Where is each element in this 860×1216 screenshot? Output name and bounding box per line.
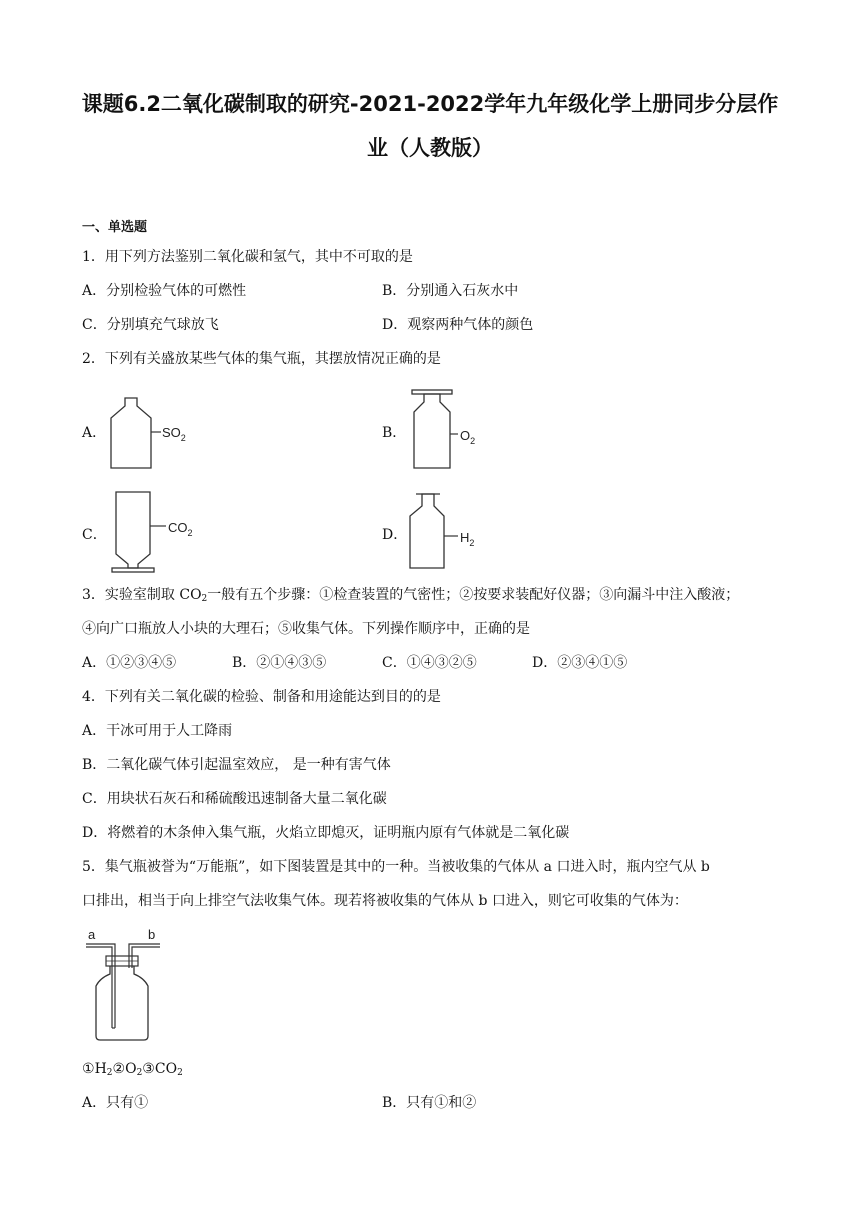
gas-bottle-upright-a <box>105 388 205 470</box>
question-2-option-d-label: D． <box>382 527 408 543</box>
question-3-stem-line1: 3．实验室制取 $CO_2$一般有五个步骤：①检查装置的气密性；②按要求装配好仪器；③向漏斗中注入酸液； <box>82 587 740 604</box>
question-3-option-d: D．②③④①⑤ <box>532 655 628 671</box>
question-5-gas-list: $①H_2②O_2③CO_2$ <box>82 1061 183 1078</box>
gas-bottle-upright-d <box>408 490 508 574</box>
question-5-option-a: A．只有① <box>82 1095 149 1111</box>
gas-bottle-inverted-c <box>108 488 208 572</box>
question-2-option-b-label: B． <box>382 425 407 441</box>
question-4-option-c: C．用块状石灰石和稀硫酸迅速制备大量二氧化碳 <box>82 791 387 807</box>
gas-bottle-upright-with-lid-b <box>410 388 510 470</box>
question-4-stem: 4．下列有关二氧化碳的检验、制备和用途能达到目的的是 <box>82 689 441 705</box>
gas-label-c: CO <box>168 520 188 535</box>
question-1-option-d: D．观察两种气体的颜色 <box>382 317 534 333</box>
svg-text:CO2: $CO_2$ <box>168 520 193 538</box>
question-3-option-b: B．②①④③⑤ <box>232 655 327 671</box>
question-2-option-c-label: C． <box>82 527 107 543</box>
question-4-option-a: A．干冰可用于人工降雨 <box>82 723 233 739</box>
question-1-stem: 1．用下列方法鉴别二氧化碳和氢气，其中不可取的是 <box>82 249 413 265</box>
question-3-option-a: A．①②③④⑤ <box>82 655 177 671</box>
question-5-option-b: B．只有①和② <box>382 1095 477 1111</box>
question-4-option-b: B．二氧化碳气体引起温室效应， 是一种有害气体 <box>82 757 391 773</box>
question-1-option-a: A．分别检验气体的可燃性 <box>82 283 247 299</box>
question-5-stem-line1: 5．集气瓶被誉为“万能瓶”，如下图装置是其中的一种。当被收集的气体从 a 口进入时，瓶内空气从 b <box>82 859 710 875</box>
svg-text:O2: $O_2$ <box>460 428 476 446</box>
tube-label-b: b <box>148 927 156 942</box>
page-title-line1: 课题6.2二氧化碳制取的研究-2021-2022学年九年级化学上册同步分层作 <box>81 92 779 116</box>
svg-text:SO2: $SO_2$ <box>162 425 186 443</box>
question-3-stem-line2: ④向广口瓶放人小块的大理石；⑤收集气体。下列操作顺序中，正确的是 <box>82 621 530 637</box>
page-title-line2: 业（人教版） <box>367 136 493 160</box>
question-4-option-d: D．将燃着的木条伸入集气瓶，火焰立即熄灭，证明瓶内原有气体就是二氧化碳 <box>82 825 570 841</box>
question-5-stem-line2: 口排出，相当于向上排空气法收集气体。现若将被收集的气体从 b 口进入，则它可收集的气体为： <box>82 893 688 909</box>
svg-text:H2: $H_2$ <box>460 530 475 548</box>
question-2-option-a-label: A． <box>82 425 107 441</box>
tube-label-a: a <box>88 927 96 942</box>
gas-collection-bottle-diagram <box>82 924 172 1044</box>
gas-label-b: O <box>460 428 471 443</box>
question-2-stem: 2．下列有关盛放某些气体的集气瓶，其摆放情况正确的是 <box>82 351 441 367</box>
section-heading: 一、单选题 <box>82 220 148 235</box>
question-1-option-c: C．分别填充气球放飞 <box>82 317 219 333</box>
question-3-option-c: C．①④③②⑤ <box>382 655 477 671</box>
question-1-option-b: B．分别通入石灰水中 <box>382 283 519 299</box>
gas-label-d: H <box>460 530 470 545</box>
gas-label-a: SO <box>162 425 181 440</box>
